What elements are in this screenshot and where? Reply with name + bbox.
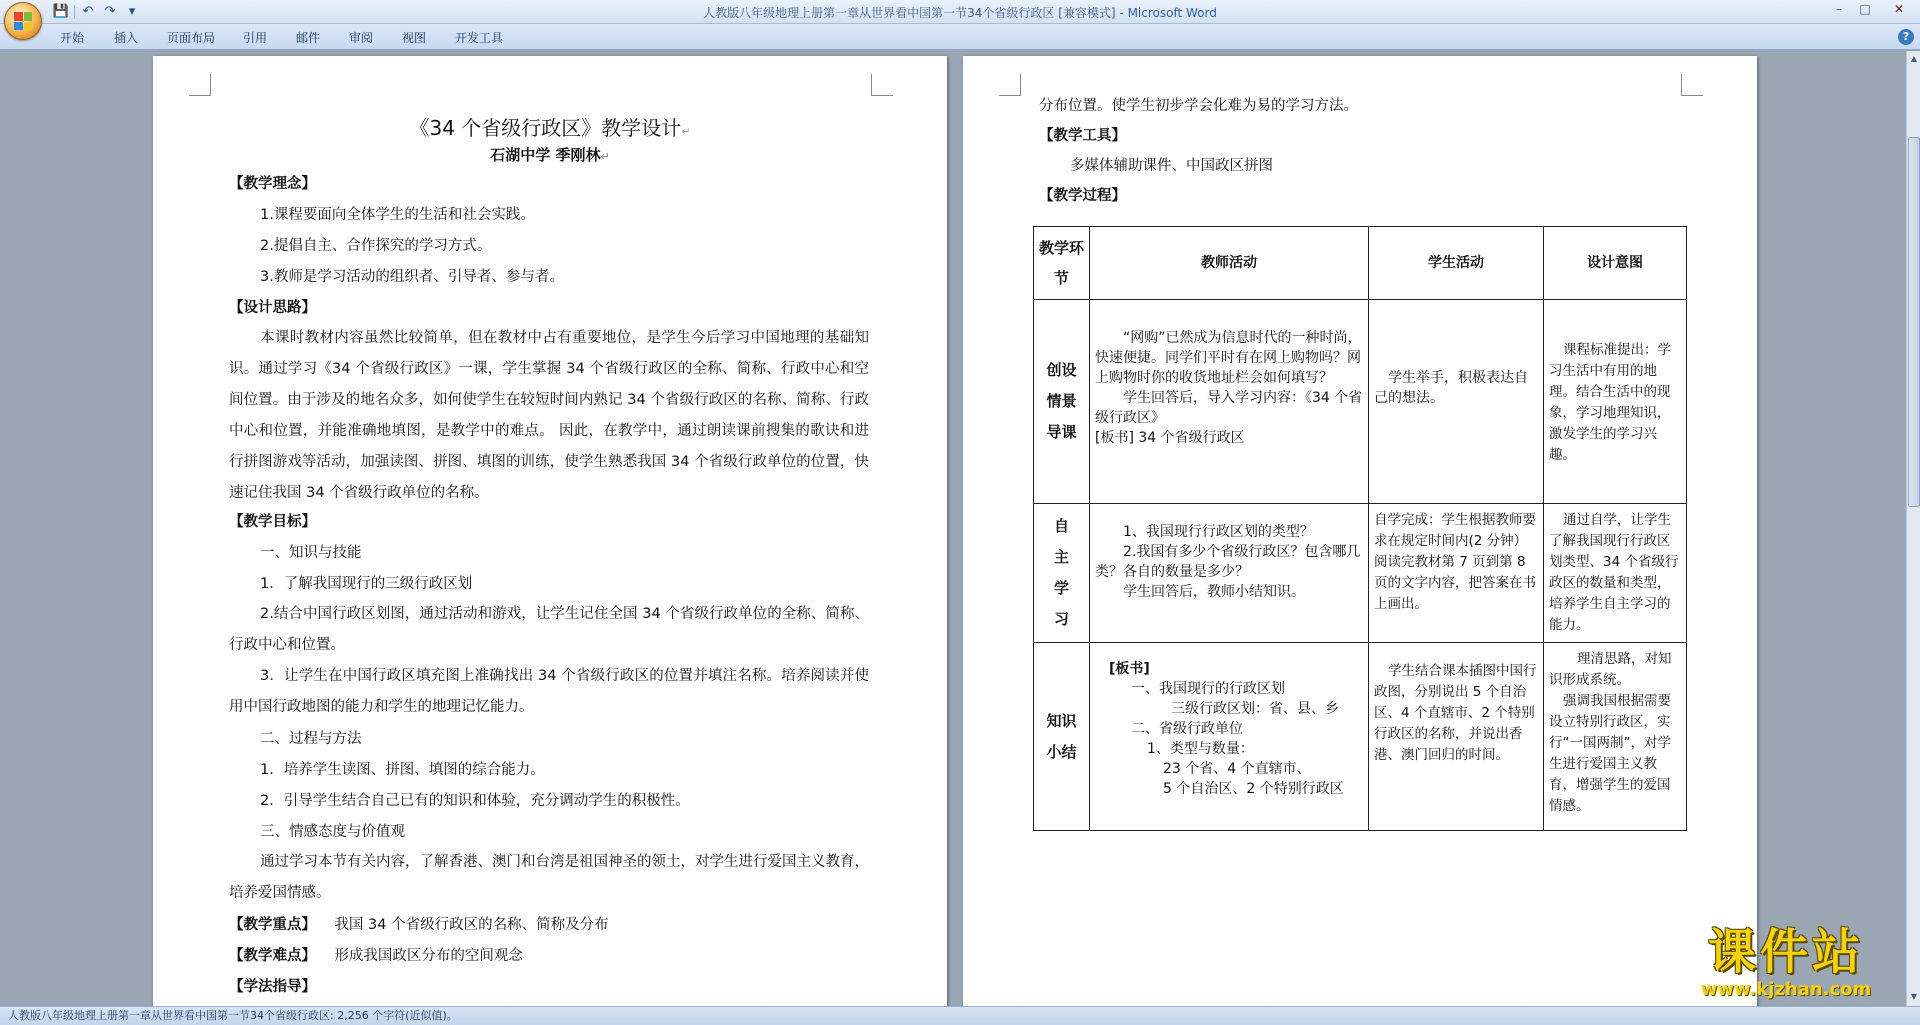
minimize-button[interactable]: –	[1836, 2, 1842, 16]
office-logo-icon	[14, 12, 32, 30]
header-intent: 设计意图	[1544, 227, 1687, 300]
student-cell: 自学完成：学生根据教师要求在规定时间内(2 分钟）阅读完教材第 7 页到第 8 页的文字内容，把答案在书上画出。	[1369, 504, 1544, 643]
table-header-row	[1034, 227, 1687, 300]
concept-item-1: 1.课程要面向全体学生的生活和社会实践。	[260, 207, 535, 223]
goal-knowledge-3: 3．让学生在中国行政区填充图上准确找出 34 个省级行政区的位置并填注名称。培养阅读并使用中国行政地图的能力和学生的地理记忆能力。	[229, 668, 869, 715]
tab-developer[interactable]: 开发工具	[455, 31, 504, 45]
site-watermark	[1666, 924, 1906, 1006]
key-point-text: 我国 34 个省级行政区的名称、简称及分布	[334, 917, 609, 933]
tab-view[interactable]: 视图	[402, 31, 427, 45]
crop-mark-top-right	[871, 74, 893, 96]
scroll-up-icon[interactable]: ▲	[1910, 54, 1918, 63]
continued-text: 分布位置。使学生初步学会化难为易的学习方法。	[1039, 98, 1358, 114]
window-controls	[1826, 0, 1920, 18]
tab-references[interactable]: 引用	[243, 31, 268, 45]
difficulty-text: 形成我国政区分布的空间观念	[334, 948, 523, 964]
watermark-text: 课件站	[1707, 924, 1864, 980]
intent-cell: 理清思路，对知识形成系统。 强调我国根据需要设立特别行政区，实行“一国两制”，对学生进行爱国主义教育，增强学生的爱国情感。	[1544, 643, 1687, 831]
stage-cell: 自 主 学 习	[1034, 504, 1090, 643]
lesson-process-table	[1033, 226, 1687, 831]
goal-attitude-paragraph: 通过学习本节有关内容，了解香港、澳门和台湾是祖国神圣的领土，对学生进行爱国主义教育，培养爱国情感。	[229, 854, 869, 901]
tab-review[interactable]: 审阅	[349, 31, 374, 45]
document-author: 石湖中学 季刚林↵	[490, 146, 610, 164]
page-2[interactable]	[963, 56, 1757, 1006]
scrollbar-thumb[interactable]	[1908, 137, 1920, 507]
save-icon[interactable]: 💾	[52, 4, 70, 19]
design-paragraph: 本课时教材内容虽然比较简单，但在教材中占有重要地位，是学生今后学习中国地理的基础知识。通过学习《34 个省级行政区》一课，学生掌握 34 个省级行政区的全称、简称、行政中心和空间位置。由于涉及的地名众多，如何使学生在较短时间内熟记 34 个省级行政区的名称、简称、行政中心和位置，并能准确地填图，是教学中的难点。 因此，在教学中，通过朗读课前搜集的歌诀和进行拼图游戏等活动，加强读图、拼图、填图的训练，使学生熟悉我国 34 个省级行政单位的位置，快速记住我国 34 个省级行政单位的名称。	[229, 330, 869, 501]
section-goals-heading: 【教学目标】	[229, 514, 316, 530]
section-concept-heading: 【教学理念】	[229, 176, 316, 192]
goal-attitude-heading: 三、情感态度与价值观	[260, 824, 405, 840]
header-stage: 教学环节	[1034, 227, 1090, 300]
goal-process-2: 2．引导学生结合自己已有的知识和体验，充分调动学生的积极性。	[260, 793, 690, 809]
tab-insert[interactable]: 插入	[114, 31, 139, 45]
ribbon-tabs	[0, 24, 1920, 50]
section-design-heading: 【设计思路】	[229, 300, 316, 316]
intent-cell: 通过自学，让学生了解我国现行行政区划类型、34 个省级行政区的数量和类型，培养学生自主学习的能力。	[1544, 504, 1687, 643]
tab-mailings[interactable]: 邮件	[296, 31, 321, 45]
teacher-cell: [板书] 一、我国现行的行政区划 三级行政区划：省、县、乡 二、省级行政单位 1、类型与数量： 23 个省、4 个直辖市、 5 个自治区、2 个特别行政区	[1090, 643, 1369, 831]
tools-text: 多媒体辅助课件、中国政区拼图	[1070, 158, 1273, 174]
crop-mark-top-left	[189, 74, 211, 96]
watermark-url: www.kjzhan.com	[1700, 979, 1872, 1000]
app-name: Microsoft Word	[1127, 6, 1217, 20]
section-difficulty-heading: 【教学难点】	[229, 948, 316, 964]
document-heading: 《34 个省级行政区》教学设计↵	[409, 116, 691, 140]
section-process-heading: 【教学过程】	[1039, 188, 1126, 204]
stage-cell: 知识 小结	[1034, 643, 1090, 831]
section-method-heading: 【学法指导】	[229, 979, 316, 995]
help-icon[interactable]: ?	[1898, 29, 1914, 45]
student-cell: 学生举手，积极表达自己的想法。	[1369, 300, 1544, 504]
window-title	[0, 4, 1920, 21]
title-bar	[0, 0, 1920, 24]
student-cell: 学生结合课本插图中国行政图，分别说出 5 个自治区、4 个直辖市、2 个特别行政区的名称，并说出香港、澳门回归的时间。	[1369, 643, 1544, 831]
header-teacher: 教师活动	[1090, 227, 1369, 300]
maximize-button[interactable]: □	[1859, 2, 1871, 16]
close-button[interactable]: ✕	[1893, 2, 1905, 16]
vertical-scrollbar[interactable]	[1906, 51, 1920, 1006]
header-student: 学生活动	[1369, 227, 1544, 300]
goal-knowledge-1: 1．了解我国现行的三级行政区划	[260, 576, 473, 592]
page-1[interactable]	[153, 56, 947, 1006]
section-tools-heading: 【教学工具】	[1039, 128, 1126, 144]
tab-page-layout[interactable]: 页面布局	[167, 31, 216, 45]
document-title: 人教版八年级地理上册第一章从世界看中国第一节34个省级行政区 [兼容模式] -	[703, 6, 1128, 20]
scroll-down-icon[interactable]: ▼	[1910, 992, 1918, 1001]
concept-item-2: 2.提倡自主、合作探究的学习方式。	[260, 238, 492, 254]
customize-qat-icon[interactable]: ▾	[128, 4, 136, 19]
teacher-cell: “网购”已然成为信息时代的一种时尚，快速便捷。同学们平时有在网上购物吗？网上购物时你的收货地址栏会如何填写？ 学生回答后，导入学习内容：《34 个省级行政区》 [板书] 34 个省级行政区	[1090, 300, 1369, 504]
document-area[interactable]	[0, 51, 1906, 1006]
office-button[interactable]	[4, 2, 42, 40]
goal-process-heading: 二、过程与方法	[260, 731, 362, 747]
table-row	[1034, 300, 1687, 504]
tab-home[interactable]: 开始	[60, 31, 85, 45]
concept-item-3: 3.教师是学习活动的组织者、引导者、参与者。	[260, 269, 564, 285]
table-row	[1034, 504, 1687, 643]
intent-cell: 课程标准提出：学习生活中有用的地理。结合生活中的现象，学习地理知识，激发学生的学习兴趣。	[1544, 300, 1687, 504]
goal-process-1: 1．培养学生读图、拼图、填图的综合能力。	[260, 762, 545, 778]
status-bar	[0, 1006, 1920, 1025]
stage-cell: 创设 情景 导课	[1034, 300, 1090, 504]
crop-mark-top-left	[999, 74, 1021, 96]
redo-icon[interactable]: ↷	[104, 4, 116, 19]
teacher-cell: 1、我国现行行政区划的类型？ 2.我国有多少个省级行政区？包含哪几类？各自的数量是多少？ 学生回答后，教师小结知识。	[1090, 504, 1369, 643]
status-text: 人教版八年级地理上册第一章从世界看中国第一节34个省级行政区: 2,256 个字符(近似值)。	[8, 1009, 458, 1022]
table-row	[1034, 643, 1687, 831]
goal-knowledge-2: 2.结合中国行政区划图，通过活动和游戏，让学生记住全国 34 个省级行政单位的全称、简称、行政中心和位置。	[229, 606, 869, 653]
undo-icon[interactable]: ↶	[82, 4, 94, 19]
key-point-row	[229, 915, 609, 935]
difficulty-row	[229, 946, 523, 966]
section-key-heading: 【教学重点】	[229, 917, 316, 933]
crop-mark-top-right	[1681, 74, 1703, 96]
goal-knowledge-heading: 一、知识与技能	[260, 545, 362, 561]
